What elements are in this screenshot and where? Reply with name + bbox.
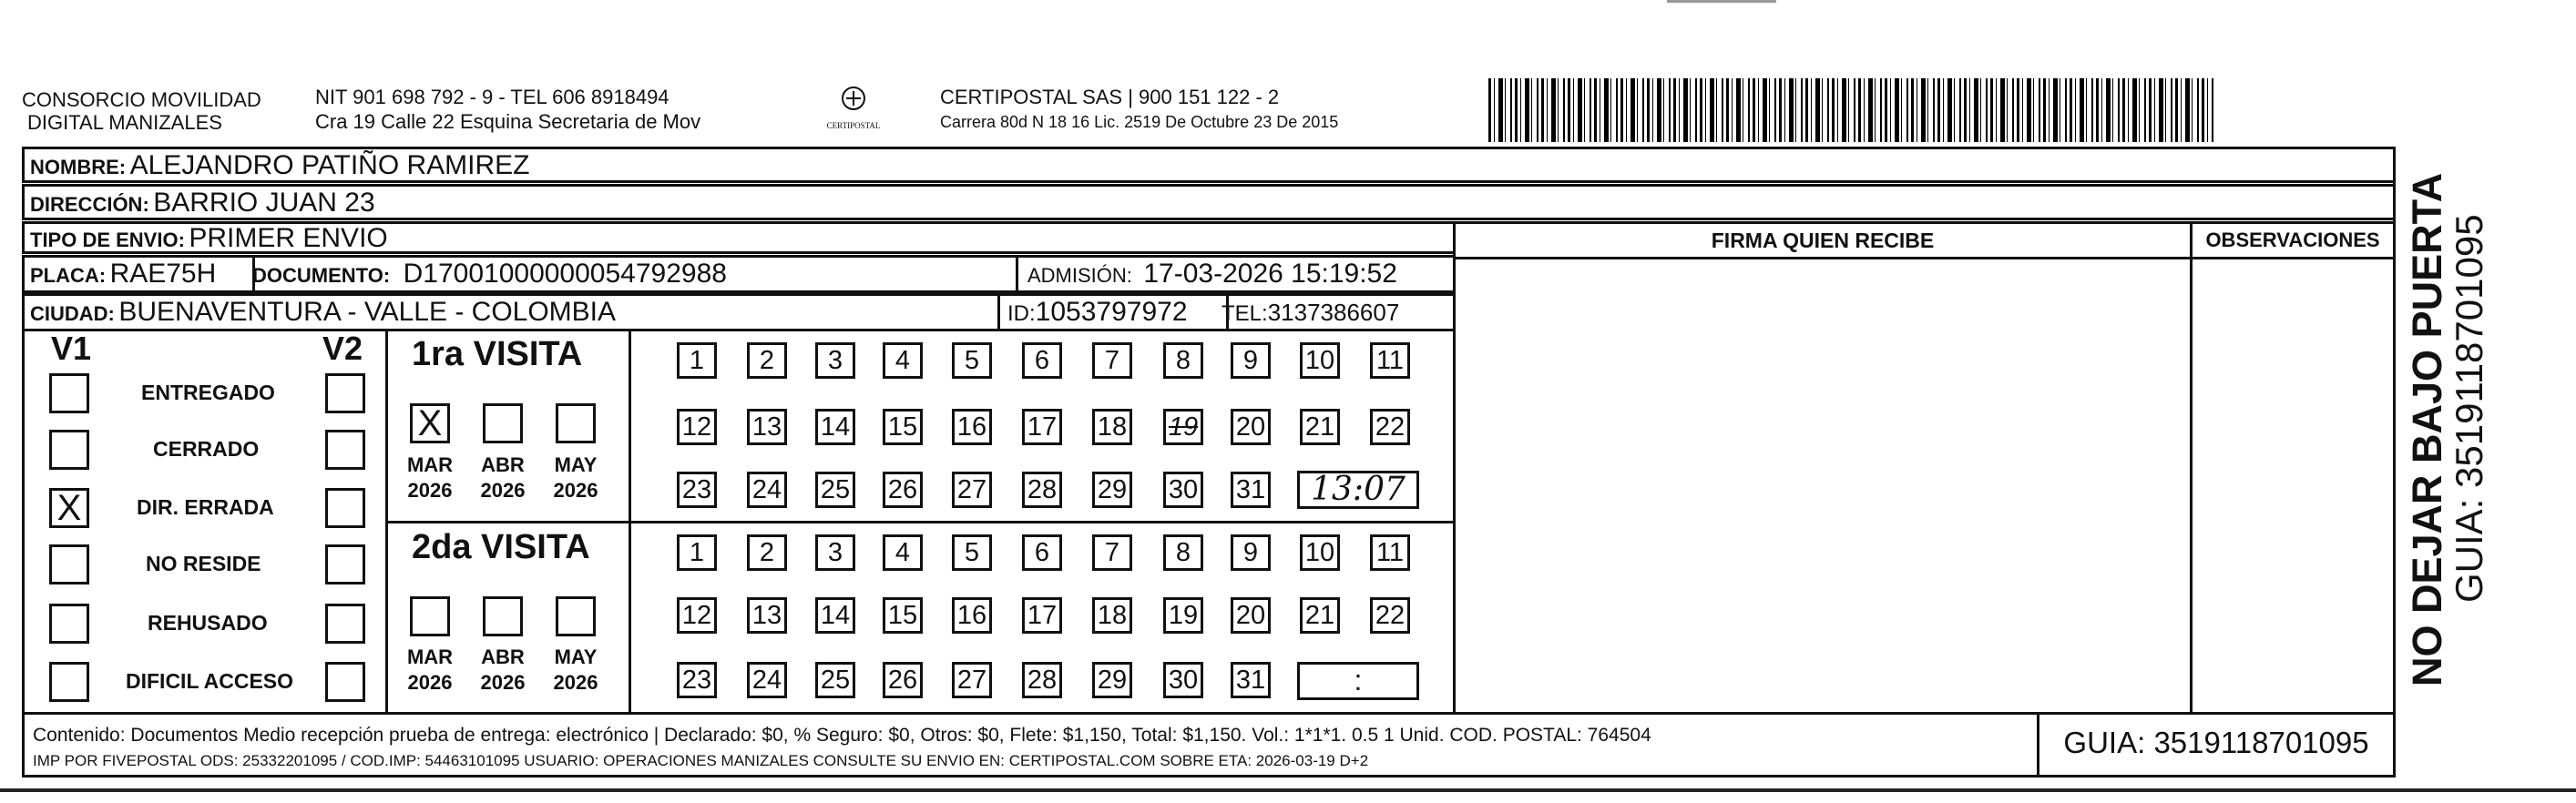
visit2-day-box[interactable]: 4 [883, 534, 923, 571]
id-cell [997, 296, 1229, 329]
visit1-day-box[interactable]: 1 [677, 342, 717, 379]
visit2-day-box[interactable]: 29 [1092, 662, 1132, 698]
status-label: DIFICIL ACCESO [126, 669, 294, 693]
visit2-month-label: ABR [481, 645, 525, 668]
id-value: 1053797972 [1035, 297, 1188, 327]
nombre-value: ALEJANDRO PATIÑO RAMIREZ [129, 150, 530, 180]
side-guia: GUIA: 3519118701095 [2448, 214, 2490, 603]
v2-checkbox[interactable] [325, 662, 365, 702]
placa-row [22, 255, 1456, 293]
status-label: ENTREGADO [141, 381, 275, 404]
visit1-day-box[interactable]: 28 [1022, 472, 1062, 508]
v2-checkbox[interactable] [325, 488, 365, 528]
v1-label: V1 [51, 330, 92, 367]
visit1-month-label: MAR [406, 453, 454, 476]
barcode [1488, 78, 2213, 142]
visit1-day-box[interactable]: 3 [815, 342, 855, 379]
direccion-value: BARRIO JUAN 23 [153, 188, 375, 218]
visit1-day-box[interactable]: 21 [1300, 409, 1340, 445]
visit2-day-box[interactable]: 8 [1163, 534, 1203, 571]
visit2-day-box[interactable]: 24 [747, 662, 787, 698]
visit1-day-box[interactable]: 27 [952, 472, 992, 508]
visit1-day-box[interactable]: 25 [815, 472, 855, 508]
status-label: REHUSADO [148, 611, 268, 635]
visit1-day-box[interactable]: 24 [747, 472, 787, 508]
v1-checkbox[interactable] [49, 430, 89, 470]
v1-checkbox[interactable]: X [49, 488, 89, 528]
visit1-day-box[interactable]: 7 [1092, 342, 1132, 379]
visit1-day-box[interactable]: 20 [1231, 409, 1271, 445]
ciudad-row [22, 293, 1456, 331]
visit2-day-box[interactable]: 1 [677, 534, 717, 571]
ciudad-label: CIUDAD: [30, 302, 115, 325]
carrier-address: Carrera 80d N 18 16 Lic. 2519 De Octubre 23 De 2015 [940, 113, 1339, 131]
v1-checkbox[interactable] [49, 662, 89, 702]
tipo-value: PRIMER ENVIO [189, 223, 388, 253]
address-line: Cra 19 Calle 22 Esquina Secretaria de Mov [315, 110, 701, 133]
visit1-day-box[interactable]: 23 [677, 472, 717, 508]
visit1-day-box[interactable]: 4 [883, 342, 923, 379]
visit2-day-box[interactable]: 9 [1231, 534, 1271, 571]
visit1-day-box[interactable]: 11 [1370, 342, 1410, 379]
visit2-month-label: MAR [406, 645, 454, 668]
visit2-day-box[interactable]: 17 [1022, 597, 1062, 634]
logo-icon [813, 84, 894, 120]
observaciones-header: OBSERVACIONES [2193, 224, 2393, 259]
visit2-month-checkbox[interactable] [556, 596, 596, 636]
bottom-edge [0, 788, 2576, 792]
visit2-day-box[interactable]: 28 [1022, 662, 1062, 698]
visit1-time: 13:07 [1311, 471, 1406, 508]
visit1-month-year: 2026 [407, 479, 453, 502]
visit1-day-box[interactable]: 9 [1231, 342, 1271, 379]
visit2-day-box[interactable]: 13 [747, 597, 787, 634]
footer-guia: GUIA: 3519118701095 [2063, 726, 2369, 759]
side-no-dejar: NO DEJAR BAJO PUERTA [2404, 172, 2450, 686]
placa-label: PLACA: [30, 264, 107, 287]
visit1-day-box[interactable]: 17 [1022, 409, 1062, 445]
visit2-day-box[interactable]: 12 [677, 597, 717, 634]
v2-checkbox[interactable] [325, 430, 365, 470]
admision-label: ADMISIÓN: [1027, 264, 1132, 287]
status-label: NO RESIDE [146, 552, 261, 575]
visit2-month-checkbox[interactable] [410, 596, 450, 636]
visit2-title: 2da VISITA [412, 528, 590, 566]
v1-checkbox[interactable] [49, 604, 89, 644]
footer-imp: IMP POR FIVEPOSTAL ODS: 25332201095 / COD.IMP: 54463101095 USUARIO: OPERACIONES MANIZALES CONSULTE SU ENVIO EN: CERTIPOSTAL.COM SOBRE ETA: 2026-03-19 D+2 [33, 752, 1369, 769]
documento-cell [252, 258, 727, 295]
firma-column [1453, 221, 2193, 715]
visit2-day-box[interactable]: 30 [1163, 662, 1203, 698]
admision-value: 17-03-2026 15:19:52 [1143, 259, 1397, 289]
visit1-month-label: MAY [554, 453, 598, 476]
visit1-day-box[interactable]: 29 [1092, 472, 1132, 508]
visit1-title: 1ra VISITA [412, 335, 583, 373]
visit1-day-box[interactable]: 5 [952, 342, 992, 379]
visit2-day-box[interactable]: 16 [952, 597, 992, 634]
visit2-day-box[interactable]: 20 [1231, 597, 1271, 634]
visit1-month-checkbox[interactable] [483, 403, 523, 443]
visit2-day-box[interactable]: 23 [677, 662, 717, 698]
direccion-label: DIRECCIÓN: [30, 193, 149, 216]
v1-checkbox[interactable] [49, 544, 89, 584]
visit2-day-box[interactable]: 18 [1092, 597, 1132, 634]
visit1-day-box[interactable]: 8 [1163, 342, 1203, 379]
visit2-month-year: 2026 [407, 671, 453, 694]
visit1-day-box[interactable]: 16 [952, 409, 992, 445]
visit1-day-box[interactable]: 13 [747, 409, 787, 445]
visit2-day-box[interactable]: 11 [1370, 534, 1410, 571]
nombre-row [22, 147, 2396, 183]
visit2-day-box[interactable]: 2 [747, 534, 787, 571]
visit2-day-box[interactable]: 21 [1300, 597, 1340, 634]
visit2-month-year: 2026 [480, 671, 526, 694]
logo-text: CERTIPOSTAL [826, 121, 881, 130]
documento-label: DOCUMENTO: [252, 264, 391, 287]
tipo-label: TIPO DE ENVIO: [30, 229, 185, 251]
v2-checkbox[interactable] [325, 373, 365, 413]
visit1-day-box[interactable]: 18 [1092, 409, 1132, 445]
visit2-day-box[interactable]: 25 [815, 662, 855, 698]
observaciones-column [2190, 221, 2396, 715]
visit1-day-box[interactable]: 19 [1163, 409, 1203, 445]
ciudad-value: BUENAVENTURA - VALLE - COLOMBIA [118, 297, 617, 327]
visit1-day-box[interactable]: 30 [1163, 472, 1203, 508]
visit2-month-checkbox[interactable] [483, 596, 523, 636]
top-edge-line [1667, 0, 1776, 3]
visit2-day-box[interactable]: 19 [1163, 597, 1203, 634]
id-label: ID: [1007, 301, 1036, 326]
visit1-day-box[interactable]: 31 [1231, 472, 1271, 508]
visit1-day-box[interactable]: 22 [1370, 409, 1410, 445]
nombre-label: NOMBRE: [30, 156, 127, 178]
visit1-day-box[interactable]: 2 [747, 342, 787, 379]
admision-cell [1016, 258, 1465, 290]
v2-checkbox[interactable] [325, 544, 365, 584]
visit1-day-box[interactable]: 15 [883, 409, 923, 445]
visit2-time: : [1354, 664, 1363, 696]
tel-value: 3137386607 [1267, 299, 1400, 326]
certipostal-logo [813, 84, 894, 138]
tipo-envio-row [22, 221, 1456, 254]
company-name-line1: CONSORCIO MOVILIDAD [22, 88, 261, 111]
documento-value: D17001000000054792988 [403, 259, 727, 289]
visit2-day-box[interactable]: 5 [952, 534, 992, 571]
visit2-day-box[interactable]: 7 [1092, 534, 1132, 571]
visit1-month-checkbox[interactable] [556, 403, 596, 443]
status-label: DIR. ERRADA [137, 495, 274, 519]
nit-line: NIT 901 698 792 - 9 - TEL 606 8918494 [315, 86, 670, 108]
carrier-line: CERTIPOSTAL SAS | 900 151 122 - 2 [940, 86, 1280, 108]
v1-checkbox[interactable] [49, 373, 89, 413]
status-label: CERRADO [153, 437, 260, 461]
visit1-day-box[interactable]: 10 [1300, 342, 1340, 379]
visit1-day-box[interactable]: 14 [815, 409, 855, 445]
visit1-time-box [1297, 471, 1419, 509]
visit1-day-box[interactable]: 12 [677, 409, 717, 445]
visit2-day-box[interactable]: 26 [883, 662, 923, 698]
placa-value: RAE75H [109, 259, 217, 289]
visit-divider [385, 521, 1456, 523]
visit2-day-box[interactable]: 3 [815, 534, 855, 571]
firma-header: FIRMA QUIEN RECIBE [1456, 224, 2190, 259]
ciudad-cell [30, 296, 616, 333]
visit1-day-box[interactable]: 6 [1022, 342, 1062, 379]
visit1-month-year: 2026 [480, 479, 526, 502]
visit2-month-year: 2026 [553, 671, 598, 694]
footer-guia-box [2037, 714, 2396, 778]
tel-label: TEL: [1222, 301, 1268, 326]
visit1-month-label: ABR [481, 453, 525, 476]
v2-checkbox[interactable] [325, 604, 365, 644]
visit2-day-box[interactable]: 10 [1300, 534, 1340, 571]
visit1-month-year: 2026 [553, 479, 598, 502]
observaciones-extension [2393, 147, 2396, 221]
visit2-day-box[interactable]: 15 [883, 597, 923, 634]
placa-cell [25, 258, 255, 290]
visit2-day-box[interactable]: 14 [815, 597, 855, 634]
visit2-day-box[interactable]: 6 [1022, 534, 1062, 571]
footer-contenido: Contenido: Documentos Medio recepción prueba de entrega: electrónico | Declarado: $0, % Seguro: $0, Otros: $0, Flete: $1,150, Total: $1,150. Vol.: 1*1*1. 0.5 1 Unid. COD. POSTAL: 764504 [33, 725, 1651, 746]
visit2-time-box [1297, 662, 1419, 700]
company-name-line2: DIGITAL MANIZALES [27, 111, 222, 134]
visit2-day-box[interactable]: 27 [952, 662, 992, 698]
v2-label: V2 [322, 330, 363, 367]
tel-cell [1222, 296, 1399, 333]
direccion-row [22, 184, 2396, 220]
visit1-day-box[interactable]: 26 [883, 472, 923, 508]
visit2-day-box[interactable]: 31 [1231, 662, 1271, 698]
visit2-day-box[interactable]: 22 [1370, 597, 1410, 634]
visit2-month-label: MAY [554, 645, 598, 668]
visit1-month-checkbox[interactable]: X [410, 403, 450, 443]
